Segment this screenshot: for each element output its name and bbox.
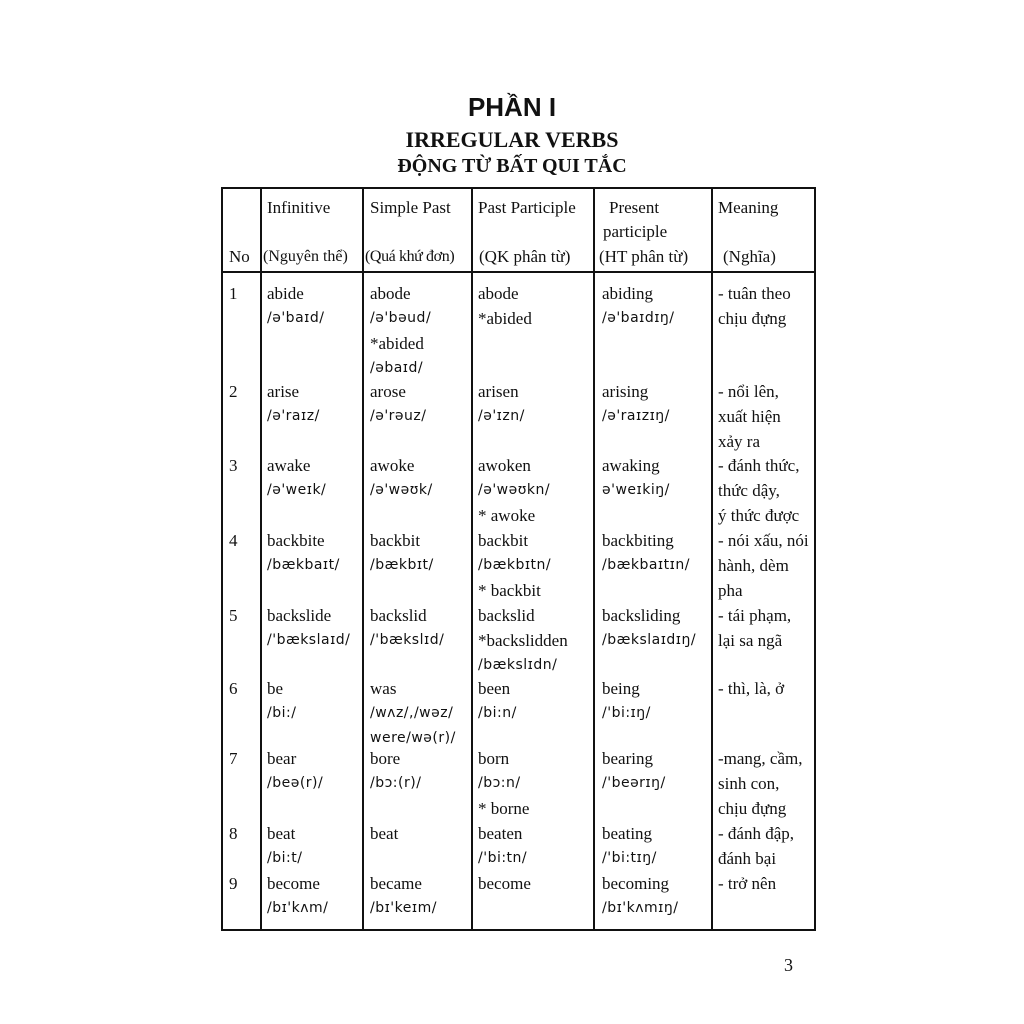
- header-present-participle-2: participle: [603, 222, 668, 241]
- infinitive-cell-line: /beə(r)/: [267, 775, 324, 791]
- simple-past-cell-line: /bækbɪt/: [370, 557, 434, 573]
- meaning-cell-line: sinh con,: [718, 774, 780, 793]
- present-participle-cell-line: ə'weɪkiŋ/: [602, 482, 670, 498]
- past-participle-cell-line: /bækbɪtn/: [478, 557, 552, 573]
- past-participle-cell-line: /bækslɪdn/: [478, 657, 558, 673]
- past-participle-cell-line: /bi:n/: [478, 705, 517, 721]
- infinitive-cell-line: abide: [267, 284, 304, 303]
- present-participle-cell-line: /bækbaɪtɪn/: [602, 557, 690, 573]
- infinitive-cell-line: /bækbaɪt/: [267, 557, 340, 573]
- simple-past-cell-line: bore: [370, 749, 401, 768]
- simple-past-cell-line: awoke: [370, 456, 415, 475]
- infinitive-cell-line: bear: [267, 749, 297, 768]
- past-participle-cell-line: * backbit: [478, 581, 541, 600]
- meaning-cell-line: chịu đựng: [718, 799, 787, 818]
- header-past-participle-vi: (QK phân từ): [479, 247, 571, 266]
- row-number: 1: [229, 284, 238, 303]
- present-participle-cell-line: backbiting: [602, 531, 674, 550]
- present-participle-cell-line: /bɪ'kʌmɪŋ/: [602, 900, 679, 916]
- past-participle-cell-line: been: [478, 679, 511, 698]
- row-number: 2: [229, 382, 238, 401]
- infinitive-cell-line: beat: [267, 824, 296, 843]
- infinitive-cell-line: awake: [267, 456, 311, 475]
- past-participle-cell-line: become: [478, 874, 531, 893]
- past-participle-cell-line: * awoke: [478, 506, 536, 525]
- verbs-table: [221, 187, 816, 931]
- present-participle-cell-line: bearing: [602, 749, 653, 768]
- row-number: 5: [229, 606, 238, 625]
- past-participle-cell-line: backbit: [478, 531, 529, 550]
- present-participle-cell-line: /bækslaɪdɪŋ/: [602, 632, 697, 648]
- simple-past-cell-line: abode: [370, 284, 411, 303]
- simple-past-cell-line: /'bækslɪd/: [370, 632, 445, 648]
- header-present-participle-vi: (HT phân từ): [599, 247, 689, 266]
- column-divider: [362, 189, 364, 929]
- present-participle-cell-line: /'bi:tɪŋ/: [602, 850, 657, 866]
- past-participle-cell-line: /'bi:tn/: [478, 850, 528, 866]
- simple-past-cell-line: backbit: [370, 531, 421, 550]
- header-infinitive-vi: (Nguyên thể): [263, 248, 348, 265]
- present-participle-cell-line: becoming: [602, 874, 670, 893]
- column-divider: [471, 189, 473, 929]
- present-participle-cell-line: beating: [602, 824, 653, 843]
- infinitive-cell-line: /ə'raɪz/: [267, 408, 320, 424]
- row-number: 7: [229, 749, 238, 768]
- past-participle-cell-line: *abided: [478, 309, 532, 328]
- simple-past-cell-line: beat: [370, 824, 399, 843]
- header-past-participle: Past Participle: [478, 198, 576, 217]
- row-number: 4: [229, 531, 238, 550]
- meaning-cell-line: lại sa ngã: [718, 631, 783, 650]
- meaning-cell-line: - đánh thức,: [718, 456, 800, 475]
- simple-past-cell-line: was: [370, 679, 397, 698]
- meaning-cell-line: thức dậy,: [718, 481, 780, 500]
- meaning-cell-line: - đánh đập,: [718, 824, 795, 843]
- simple-past-cell-line: became: [370, 874, 422, 893]
- row-number: 9: [229, 874, 238, 893]
- infinitive-cell-line: /bi:t/: [267, 850, 303, 866]
- simple-past-cell-line: /ə'wəʊk/: [370, 482, 433, 498]
- present-participle-cell-line: /ə'baɪdɪŋ/: [602, 310, 675, 326]
- present-participle-cell-line: /ə'raɪzɪŋ/: [602, 408, 670, 424]
- subtitle-english: IRREGULAR VERBS: [405, 127, 619, 152]
- meaning-cell-line: xuất hiện: [718, 407, 781, 426]
- infinitive-cell-line: /ə'baɪd/: [267, 310, 325, 326]
- simple-past-cell-line: /əbaɪd/: [370, 360, 424, 376]
- past-participle-cell-line: backslid: [478, 606, 535, 625]
- header-present-participle: Present: [609, 198, 660, 217]
- simple-past-cell-line: /ə'bəud/: [370, 310, 432, 326]
- meaning-cell-line: chịu đựng: [718, 309, 787, 328]
- simple-past-cell-line: were/wə(r)/: [370, 730, 456, 746]
- subtitle-vietnamese: ĐỘNG TỪ BẤT QUI TẮC: [397, 155, 627, 177]
- past-participle-cell-line: abode: [478, 284, 519, 303]
- simple-past-cell-line: /wʌz/,/wəz/: [370, 705, 454, 721]
- present-participle-cell-line: /'beərɪŋ/: [602, 775, 666, 791]
- simple-past-cell-line: backslid: [370, 606, 427, 625]
- header-divider: [223, 271, 814, 273]
- meaning-cell-line: hành, dèm: [718, 556, 789, 575]
- infinitive-cell-line: arise: [267, 382, 300, 401]
- meaning-cell-line: -mang, cầm,: [718, 749, 803, 768]
- column-divider: [260, 189, 262, 929]
- simple-past-cell-line: arose: [370, 382, 406, 401]
- meaning-cell-line: pha: [718, 581, 743, 600]
- simple-past-cell-line: *abided: [370, 334, 424, 353]
- infinitive-cell-line: /bɪ'kʌm/: [267, 900, 329, 916]
- infinitive-cell-line: /ə'weɪk/: [267, 482, 327, 498]
- present-participle-cell-line: arising: [602, 382, 649, 401]
- past-participle-cell-line: * borne: [478, 799, 530, 818]
- past-participle-cell-line: beaten: [478, 824, 523, 843]
- meaning-cell-line: đánh bại: [718, 849, 777, 868]
- infinitive-cell-line: be: [267, 679, 284, 698]
- past-participle-cell-line: born: [478, 749, 510, 768]
- header-infinitive: Infinitive: [267, 198, 331, 217]
- present-participle-cell-line: being: [602, 679, 640, 698]
- infinitive-cell-line: /'bækslaɪd/: [267, 632, 351, 648]
- header-meaning-vi: (Nghĩa): [723, 247, 776, 266]
- header-simple-past: Simple Past: [370, 198, 451, 217]
- meaning-cell-line: - nói xấu, nói: [718, 531, 809, 550]
- meaning-cell-line: ý thức được: [718, 506, 800, 525]
- simple-past-cell-line: /bɪ'keɪm/: [370, 900, 437, 916]
- header-simple-past-vi: (Quá khứ đơn): [365, 248, 455, 265]
- past-participle-cell-line: /ə'wəʊkn/: [478, 482, 551, 498]
- meaning-cell-line: - tuân theo: [718, 284, 791, 303]
- row-number: 6: [229, 679, 238, 698]
- present-participle-cell-line: /'bi:ɪŋ/: [602, 705, 651, 721]
- past-participle-cell-line: arisen: [478, 382, 519, 401]
- header-no: No: [229, 247, 250, 266]
- present-participle-cell-line: backsliding: [602, 606, 681, 625]
- present-participle-cell-line: awaking: [602, 456, 660, 475]
- row-number: 8: [229, 824, 238, 843]
- meaning-cell-line: - trở nên: [718, 874, 777, 893]
- column-divider: [711, 189, 713, 929]
- infinitive-cell-line: backbite: [267, 531, 325, 550]
- past-participle-cell-line: *backslidden: [478, 631, 568, 650]
- meaning-cell-line: - thì, là, ở: [718, 679, 785, 698]
- infinitive-cell-line: /bi:/: [267, 705, 297, 721]
- infinitive-cell-line: backslide: [267, 606, 332, 625]
- header-meaning: Meaning: [718, 198, 779, 217]
- part-title: PHẦN I: [467, 92, 557, 122]
- row-number: 3: [229, 456, 238, 475]
- meaning-cell-line: xảy ra: [718, 432, 761, 451]
- meaning-cell-line: - nổi lên,: [718, 382, 779, 401]
- column-divider: [593, 189, 595, 929]
- infinitive-cell-line: become: [267, 874, 320, 893]
- meaning-cell-line: - tái phạm,: [718, 606, 792, 625]
- simple-past-cell-line: /ə'rəuz/: [370, 408, 427, 424]
- present-participle-cell-line: abiding: [602, 284, 653, 303]
- past-participle-cell-line: /bɔ:n/: [478, 775, 521, 791]
- simple-past-cell-line: /bɔ:(r)/: [370, 775, 422, 791]
- page-number: 3: [784, 955, 793, 975]
- past-participle-cell-line: awoken: [478, 456, 531, 475]
- past-participle-cell-line: /ə'ɪzn/: [478, 408, 525, 424]
